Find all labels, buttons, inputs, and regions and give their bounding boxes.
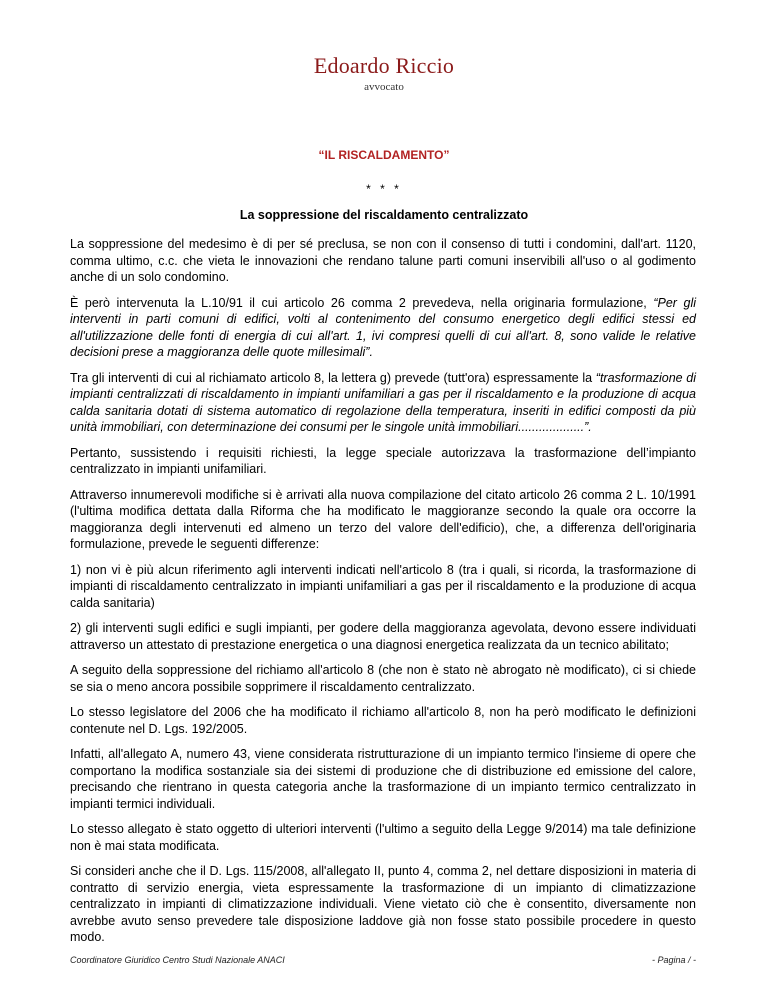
paragraph: 1) non vi è più alcun riferimento agli interventi indicati nell'articolo 8 (tra i quali, si ricorda, la trasformazione di impianti di riscaldamento centralizzato in impianti unifamiliari a gas per il riscaldamento e la produzione di acqua calda sanitaria) [70,562,696,610]
document-title: “IL RISCALDAMENTO” [318,148,450,162]
paragraph: Attraverso innumerevoli modifiche si è arrivati alla nuova compilazione del citato articolo 26 comma 2 L. 10/1991 (l'ultima modifica dettata dalla Riforma che ha modificato le maggioranze secondo la quale ora occorre la maggioranza degli intervenuti ed almeno un terzo del valore dell'edificio), che, a differenza dell'originaria formulazione, prevede le seguenti differenze: [70,487,696,551]
page-footer [70,955,696,965]
paragraph: Lo stesso allegato è stato oggetto di ulteriori interventi (l'ultimo a seguito della Legge 9/2014) ma tale definizione non è mai stata modificata. [70,822,696,853]
section-title: La soppressione del riscaldamento centralizzato [239,208,529,222]
paragraph: Pertanto, sussistendo i requisiti richiesti, la legge speciale autorizzava la trasformazione dell’impianto centralizzato in impianti unifamiliari. [70,445,696,476]
quotation: “Per gli interventi in parti comuni di edifici, volti al contenimento del consumo energetico degli edifici stessi ed all'utilizzazione delle fonti di energia di cui all'art. 1, ivi compresi quelli di cui all'art. 8, sono valide le relative decisioni prese a maggioranza delle quote millesimali”. [70,295,697,359]
brand-subtitle: avvocato [364,81,404,93]
body-text [70,236,696,955]
paragraph: Lo stesso legislatore del 2006 che ha modificato il richiamo all'articolo 8, non ha però modificato le definizioni contenute nel D. Lgs. 192/2005. [70,705,696,736]
paragraph: Tra gli interventi di cui al richiamato articolo 8, la lettera g) prevede (tutt'ora) espressamente la “trasformazione di impianti centralizzati di riscaldamento in impianti unifamiliari a gas per il riscaldamento e la produzione di acqua calda sanitaria dotati di sistema automatico di regolazione della temperatura, inseriti in edifici composti da più unità immobiliari, con determinazione dei consumi per le singole unità immobiliari...................”. [70,370,696,434]
paragraph: Infatti, all'allegato A, numero 43, viene considerata ristrutturazione di un impianto termico l'insieme di opere che comportano la modifica sostanziale sia dei sistemi di produzione che di distribuzione ed emissione del calore, precisando che rientrano in questa categoria anche la trasformazione di un impianto termico centralizzato in impianti termici individuali. [70,747,696,811]
quotation: “trasformazione di impianti centralizzati di riscaldamento in impianti unifamiliari a gas per il riscaldamento e la produzione di acqua calda sanitaria dotati di sistema automatico di regolazione della temperatura, inseriti in edifici composti da più unità immobiliari, con determinazione dei consumi per le singole unità immobiliari...................”. [70,370,696,434]
paragraph: È però intervenuta la L.10/91 il cui articolo 26 comma 2 prevedeva, nella originaria formulazione, “Per gli interventi in parti comuni di edifici, volti al contenimento del consumo energetico degli edifici stessi ed all'utilizzazione delle fonti di energia di cui all'art. 1, ivi compresi quelli di cui all'art. 8, sono valide le relative decisioni prese a maggioranza delle quote millesimali”. [70,295,697,359]
page-number: - Pagina / - [651,955,696,965]
letterhead [0,53,768,94]
paragraph: Si consideri anche che il D. Lgs. 115/2008, all'allegato II, punto 4, comma 2, nel dettare disposizioni in materia di contratto di servizio energia, vieta espressamente la trasformazione di un impianto di climatizzazione centralizzato in impianti di climatizzazione individuali. Viene vietato ciò che è consentito, diversamente non avrebbe avuto senso prevedere tale disposizione laddove già non fosse stato possibile procedere in questo modo. [70,864,696,944]
separator: * * * [366,182,402,196]
paragraph: A seguito della soppressione del richiamo all'articolo 8 (che non è stato nè abrogato nè modificato), ci si chiede se sia o meno ancora possibile sopprimere il riscaldamento centralizzato. [70,663,696,694]
brand-name: Edoardo Riccio [313,53,455,78]
paragraph: La soppressione del medesimo è di per sé preclusa, se non con il consenso di tutti i condomini, dall'art. 1120, comma ultimo, c.c. che vieta le innovazioni che rendano talune parti comuni inservibili all'uso o al godimento anche di un solo condomino. [70,237,696,284]
paragraph: 2) gli interventi sugli edifici e sugli impianti, per godere della maggioranza agevolata, devono essere individuati attraverso un attestato di prestazione energetica o una diagnosi energetica realizzata da un tecnico abilitato; [70,621,696,652]
footer-author: Coordinatore Giuridico Centro Studi Nazionale ANACI [70,955,285,965]
